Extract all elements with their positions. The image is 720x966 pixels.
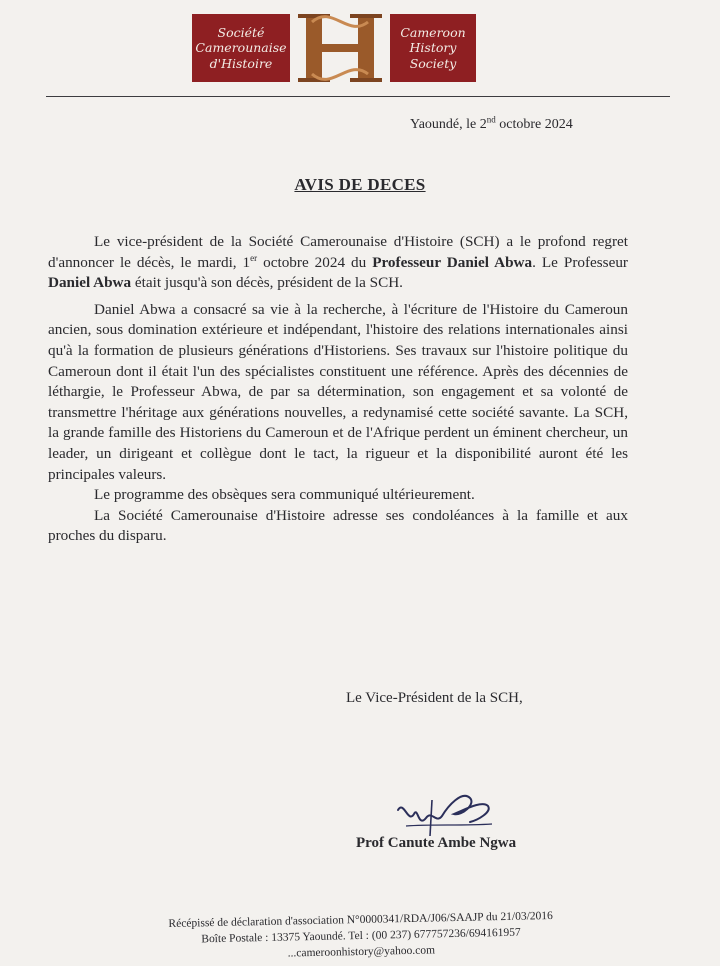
paragraph-condolences: La Société Camerounaise d'Histoire adresse ses condoléances à la famille et aux proches du disparu. [48, 506, 628, 545]
letterhead-fr-line: d'Histoire [209, 55, 273, 71]
handwritten-signature [392, 780, 502, 840]
closing-line: Le Vice-Président de la SCH, [346, 690, 523, 706]
paragraph-announcement: Le vice-président de la Société Camerounaise d'Histoire (SCH) a le profond regret d'annoncer le décès, le mardi, 1er octobre 2024 du Professeur Daniel Abwa. Le Professeur Daniel Abwa était jusqu'à son décès, président de la SCH. [48, 233, 628, 292]
letterhead-en-line: Cameroon [400, 24, 466, 40]
letterhead-en-line: Society [409, 55, 457, 71]
footer-registration: Récépissé de déclaration d'association N°0000341/RDA/J06/SAAJP du 21/03/2016 [168, 909, 553, 931]
letter-body [48, 232, 628, 547]
letterhead-fr-line: Société [217, 24, 265, 40]
letter-date: Yaoundé, le 2nd octobre 2024 [410, 114, 573, 132]
footer-email: ...cameroonhistory@yahoo.com [287, 944, 436, 960]
signer-name: Prof Canute Ambe Ngwa [356, 835, 517, 851]
paragraph-funeral-program: Le programme des obsèques sera communiqué ultérieurement. [94, 486, 475, 504]
header-divider [46, 96, 670, 97]
notice-title: AVIS DE DECES [294, 175, 426, 194]
paragraph-tribute: Daniel Abwa a consacré sa vie à la recherche, à l'écriture de l'Histoire du Cameroun ancien, sous domination extérieure et indépendant, l'histoire des relations internationales ainsi qu'à la formation de plusieurs générations d'Historiens. Ses travaux sur l'histoire politique du Cameroun dont il était l'un des spécialistes constituent une référence. Après des décennies de léthargie, le Professeur Abwa, de par sa détermination, son engagement et sa volonté de transmettre l'héritage aux générations nouvelles, a redynamisé cette société savante. La SCH, la grande famille des Historiens du Cameroun et de l'Afrique perdent un éminent chercheur, un leader, un dirigeant et collègue dont le tact, la rigueur et la disponibilité auront été les principales valeurs. [48, 300, 628, 483]
letterhead-en-box [390, 14, 476, 82]
society-h-logo [292, 8, 388, 88]
registration-footer [96, 906, 627, 965]
letterhead-fr-box [192, 14, 290, 82]
letterhead-fr-line: Camerounaise [195, 40, 287, 56]
footer-address: Boîte Postale : 13375 Yaoundé. Tel : (00 237) 677757236/694161957 [201, 926, 521, 946]
letterhead-en-line: History [409, 40, 457, 56]
